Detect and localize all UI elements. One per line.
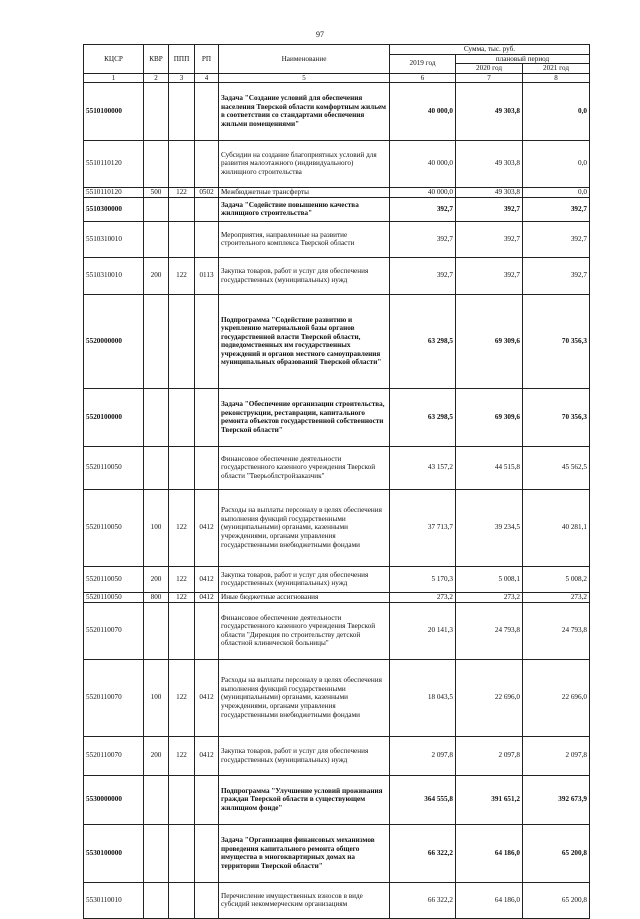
row-name: Закупка товаров, работ и услуг для обеспечения государственных (муниципальных) нужд: [219, 566, 390, 592]
header-kcsr: КЦСР: [84, 45, 144, 74]
row-kvr: 100: [144, 659, 169, 736]
row-value-2021: 45 562,5: [523, 446, 590, 489]
row-kvr: [144, 197, 169, 221]
row-ppp: [169, 388, 195, 446]
table-row: [84, 566, 590, 592]
column-index-row: [84, 73, 590, 82]
row-value-2021: 0,0: [523, 82, 590, 140]
index-cell: 2: [144, 73, 169, 82]
index-cell: 3: [169, 73, 195, 82]
row-kvr: 200: [144, 257, 169, 294]
row-value-2021: 392,7: [523, 197, 590, 221]
row-name: Задача "Обеспечение организации строительства, реконструкции, реставрации, капитального ремонта объектов государственной собственности Тверской области": [219, 388, 390, 446]
table-row: [84, 446, 590, 489]
row-value-2020: 44 515,8: [456, 446, 523, 489]
row-ppp: [169, 221, 195, 257]
row-value-2020: 49 303,8: [456, 82, 523, 140]
row-value-2021: 5 008,2: [523, 566, 590, 592]
row-name: Расходы на выплаты персоналу в целях обеспечения выполнения функций государственными (муниципальными) органами, казенными учреждениями, органами управления государственными внебюджетными фондами: [219, 489, 390, 566]
header-kvr: КВР: [144, 45, 169, 74]
row-kvr: [144, 446, 169, 489]
header-2020: 2020 год: [456, 64, 523, 74]
row-rp: [195, 602, 219, 659]
header-2021: 2021 год: [523, 64, 590, 74]
row-value-2020: 69 309,6: [456, 388, 523, 446]
row-name: Задача "Организация финансовых механизмов проведения капитального ремонта общего имущества в многоквартирных домах на территории Тверской области": [219, 824, 390, 882]
table-row: [84, 592, 590, 602]
row-value-2020: 2 097,8: [456, 736, 523, 775]
row-kvr: 800: [144, 592, 169, 602]
row-value-2020: 392,7: [456, 257, 523, 294]
row-ppp: 122: [169, 187, 195, 197]
row-kvr: 100: [144, 489, 169, 566]
row-code: 5520110070: [84, 659, 144, 736]
row-value-2019: 392,7: [390, 197, 456, 221]
row-value-2021: 24 793,8: [523, 602, 590, 659]
row-code: 5520110050: [84, 592, 144, 602]
row-value-2020: 24 793,8: [456, 602, 523, 659]
row-rp: 0412: [195, 592, 219, 602]
budget-table: [83, 44, 590, 919]
table-row: [84, 197, 590, 221]
row-rp: 0412: [195, 566, 219, 592]
row-name: Закупка товаров, работ и услуг для обеспечения государственных (муниципальных) нужд: [219, 257, 390, 294]
row-ppp: [169, 197, 195, 221]
header-ppp: ППП: [169, 45, 195, 74]
row-value-2019: 66 322,2: [390, 824, 456, 882]
table-row: [84, 736, 590, 775]
row-code: 5510310010: [84, 257, 144, 294]
table-row: [84, 294, 590, 388]
row-value-2021: 392,7: [523, 257, 590, 294]
row-value-2019: 2 097,8: [390, 736, 456, 775]
row-name: Закупка товаров, работ и услуг для обеспечения государственных (муниципальных) нужд: [219, 736, 390, 775]
row-kvr: [144, 824, 169, 882]
row-value-2020: 392,7: [456, 197, 523, 221]
row-kvr: 500: [144, 187, 169, 197]
row-rp: [195, 775, 219, 824]
table-row: [84, 221, 590, 257]
row-value-2020: 64 186,0: [456, 824, 523, 882]
row-kvr: [144, 82, 169, 140]
row-rp: 0412: [195, 489, 219, 566]
row-value-2021: 70 356,3: [523, 388, 590, 446]
row-code: 5510300000: [84, 197, 144, 221]
header-2019: 2019 год: [390, 54, 456, 73]
table-body: [84, 82, 590, 918]
row-value-2021: 65 200,8: [523, 824, 590, 882]
row-ppp: 122: [169, 566, 195, 592]
row-name: Перечисление имущественных взносов в виде субсидий некоммерческим организациям: [219, 882, 390, 918]
row-ppp: [169, 824, 195, 882]
row-name: Иные бюджетные ассигнования: [219, 592, 390, 602]
row-name: Финансовое обеспечение деятельности государственного казенного учреждения Тверской области "Дирекция по строительству детской областной клинической больницы": [219, 602, 390, 659]
row-ppp: [169, 775, 195, 824]
row-value-2020: 392,7: [456, 221, 523, 257]
row-rp: 0113: [195, 257, 219, 294]
row-ppp: [169, 140, 195, 187]
index-cell: 8: [523, 73, 590, 82]
row-value-2020: 39 234,5: [456, 489, 523, 566]
row-value-2020: 64 186,0: [456, 882, 523, 918]
row-value-2021: 2 097,8: [523, 736, 590, 775]
row-name: Расходы на выплаты персоналу в целях обеспечения выполнения функций государственными (муниципальными) органами, казенными учреждениями, органами управления государственными внебюджетными фондами: [219, 659, 390, 736]
row-code: 5510100000: [84, 82, 144, 140]
header-planned: плановый период: [456, 54, 590, 64]
header-sum: Сумма, тыс. руб.: [390, 45, 590, 55]
row-rp: 0412: [195, 659, 219, 736]
row-code: 5520000000: [84, 294, 144, 388]
row-kvr: [144, 140, 169, 187]
row-rp: [195, 197, 219, 221]
row-code: 5520110070: [84, 736, 144, 775]
row-rp: [195, 294, 219, 388]
row-kvr: [144, 775, 169, 824]
table-row: [84, 140, 590, 187]
row-rp: 0412: [195, 736, 219, 775]
index-cell: 1: [84, 73, 144, 82]
row-ppp: 122: [169, 736, 195, 775]
table-row: [84, 257, 590, 294]
row-code: 5530110010: [84, 882, 144, 918]
row-kvr: [144, 388, 169, 446]
row-kvr: 200: [144, 566, 169, 592]
row-ppp: 122: [169, 257, 195, 294]
row-name: Финансовое обеспечение деятельности государственного казенного учреждения Тверской области "Тверьоблстройзаказчик": [219, 446, 390, 489]
table-row: [84, 489, 590, 566]
row-code: 5530100000: [84, 824, 144, 882]
row-value-2021: 22 696,0: [523, 659, 590, 736]
row-value-2019: 20 141,3: [390, 602, 456, 659]
row-code: 5510110120: [84, 140, 144, 187]
row-code: 5510310010: [84, 221, 144, 257]
table-row: [84, 775, 590, 824]
row-ppp: 122: [169, 592, 195, 602]
row-rp: [195, 82, 219, 140]
row-value-2021: 273,2: [523, 592, 590, 602]
row-value-2021: 0,0: [523, 187, 590, 197]
row-value-2021: 392 673,9: [523, 775, 590, 824]
table-row: [84, 82, 590, 140]
row-name: Подпрограмма "Содействие развитию и укреплению материальной базы органов государственной власти Тверской области, подведомственных им государственных учреждений и органов местного самоуправления муниципальных образований Тверской области": [219, 294, 390, 388]
row-value-2019: 5 170,3: [390, 566, 456, 592]
row-value-2019: 40 000,0: [390, 82, 456, 140]
page-number: 97: [316, 30, 324, 39]
table-row: [84, 602, 590, 659]
table-row: [84, 659, 590, 736]
row-ppp: 122: [169, 659, 195, 736]
index-cell: 6: [390, 73, 456, 82]
row-kvr: [144, 294, 169, 388]
row-value-2019: 43 157,2: [390, 446, 456, 489]
row-ppp: [169, 82, 195, 140]
header-rp: РП: [195, 45, 219, 74]
row-value-2021: 65 200,8: [523, 882, 590, 918]
row-rp: 0502: [195, 187, 219, 197]
table-row: [84, 824, 590, 882]
row-ppp: [169, 882, 195, 918]
row-code: 5520110050: [84, 446, 144, 489]
index-cell: 4: [195, 73, 219, 82]
row-rp: [195, 221, 219, 257]
row-value-2021: 0,0: [523, 140, 590, 187]
row-value-2020: 69 309,6: [456, 294, 523, 388]
row-value-2021: 70 356,3: [523, 294, 590, 388]
row-value-2019: 37 713,7: [390, 489, 456, 566]
row-value-2020: 49 303,8: [456, 187, 523, 197]
row-kvr: [144, 221, 169, 257]
row-value-2021: 40 281,1: [523, 489, 590, 566]
row-kvr: [144, 602, 169, 659]
row-value-2019: 392,7: [390, 221, 456, 257]
row-code: 5520110070: [84, 602, 144, 659]
row-value-2019: 18 043,5: [390, 659, 456, 736]
index-cell: 7: [456, 73, 523, 82]
table-row: [84, 882, 590, 918]
row-value-2020: 391 651,2: [456, 775, 523, 824]
row-rp: [195, 882, 219, 918]
row-code: 5510110120: [84, 187, 144, 197]
row-rp: [195, 446, 219, 489]
header-name: Наименование: [219, 45, 390, 74]
table-row: [84, 187, 590, 197]
row-kvr: 200: [144, 736, 169, 775]
row-ppp: [169, 446, 195, 489]
row-ppp: [169, 294, 195, 388]
row-value-2019: 40 000,0: [390, 187, 456, 197]
row-code: 5520110050: [84, 489, 144, 566]
row-value-2019: 364 555,8: [390, 775, 456, 824]
row-value-2019: 63 298,5: [390, 294, 456, 388]
row-code: 5520110050: [84, 566, 144, 592]
row-kvr: [144, 882, 169, 918]
row-value-2019: 392,7: [390, 257, 456, 294]
row-value-2020: 273,2: [456, 592, 523, 602]
row-rp: [195, 824, 219, 882]
row-value-2020: 5 008,1: [456, 566, 523, 592]
row-name: Задача "Содействие повышению качества жилищного строительства": [219, 197, 390, 221]
row-value-2019: 40 000,0: [390, 140, 456, 187]
row-name: Подпрограмма "Улучшение условий проживания граждан Тверской области в существующем жилищном фонде": [219, 775, 390, 824]
row-value-2019: 273,2: [390, 592, 456, 602]
row-value-2019: 66 322,2: [390, 882, 456, 918]
index-cell: 5: [219, 73, 390, 82]
row-value-2020: 22 696,0: [456, 659, 523, 736]
row-code: 5530000000: [84, 775, 144, 824]
row-ppp: 122: [169, 489, 195, 566]
row-rp: [195, 140, 219, 187]
row-ppp: [169, 602, 195, 659]
row-name: Межбюджетные трансферты: [219, 187, 390, 197]
row-value-2019: 63 298,5: [390, 388, 456, 446]
row-rp: [195, 388, 219, 446]
row-value-2020: 49 303,8: [456, 140, 523, 187]
row-value-2021: 392,7: [523, 221, 590, 257]
row-code: 5520100000: [84, 388, 144, 446]
row-name: Мероприятия, направленные на развитие строительного комплекса Тверской области: [219, 221, 390, 257]
row-name: Задача "Создание условий для обеспечения населения Тверской области комфортным жильем в соответствии со стандартами обеспечения жильми помещениями": [219, 82, 390, 140]
row-name: Субсидии на создание благоприятных условий для развития малоэтажного (индивидуального) жилищного строительства: [219, 140, 390, 187]
table-row: [84, 388, 590, 446]
